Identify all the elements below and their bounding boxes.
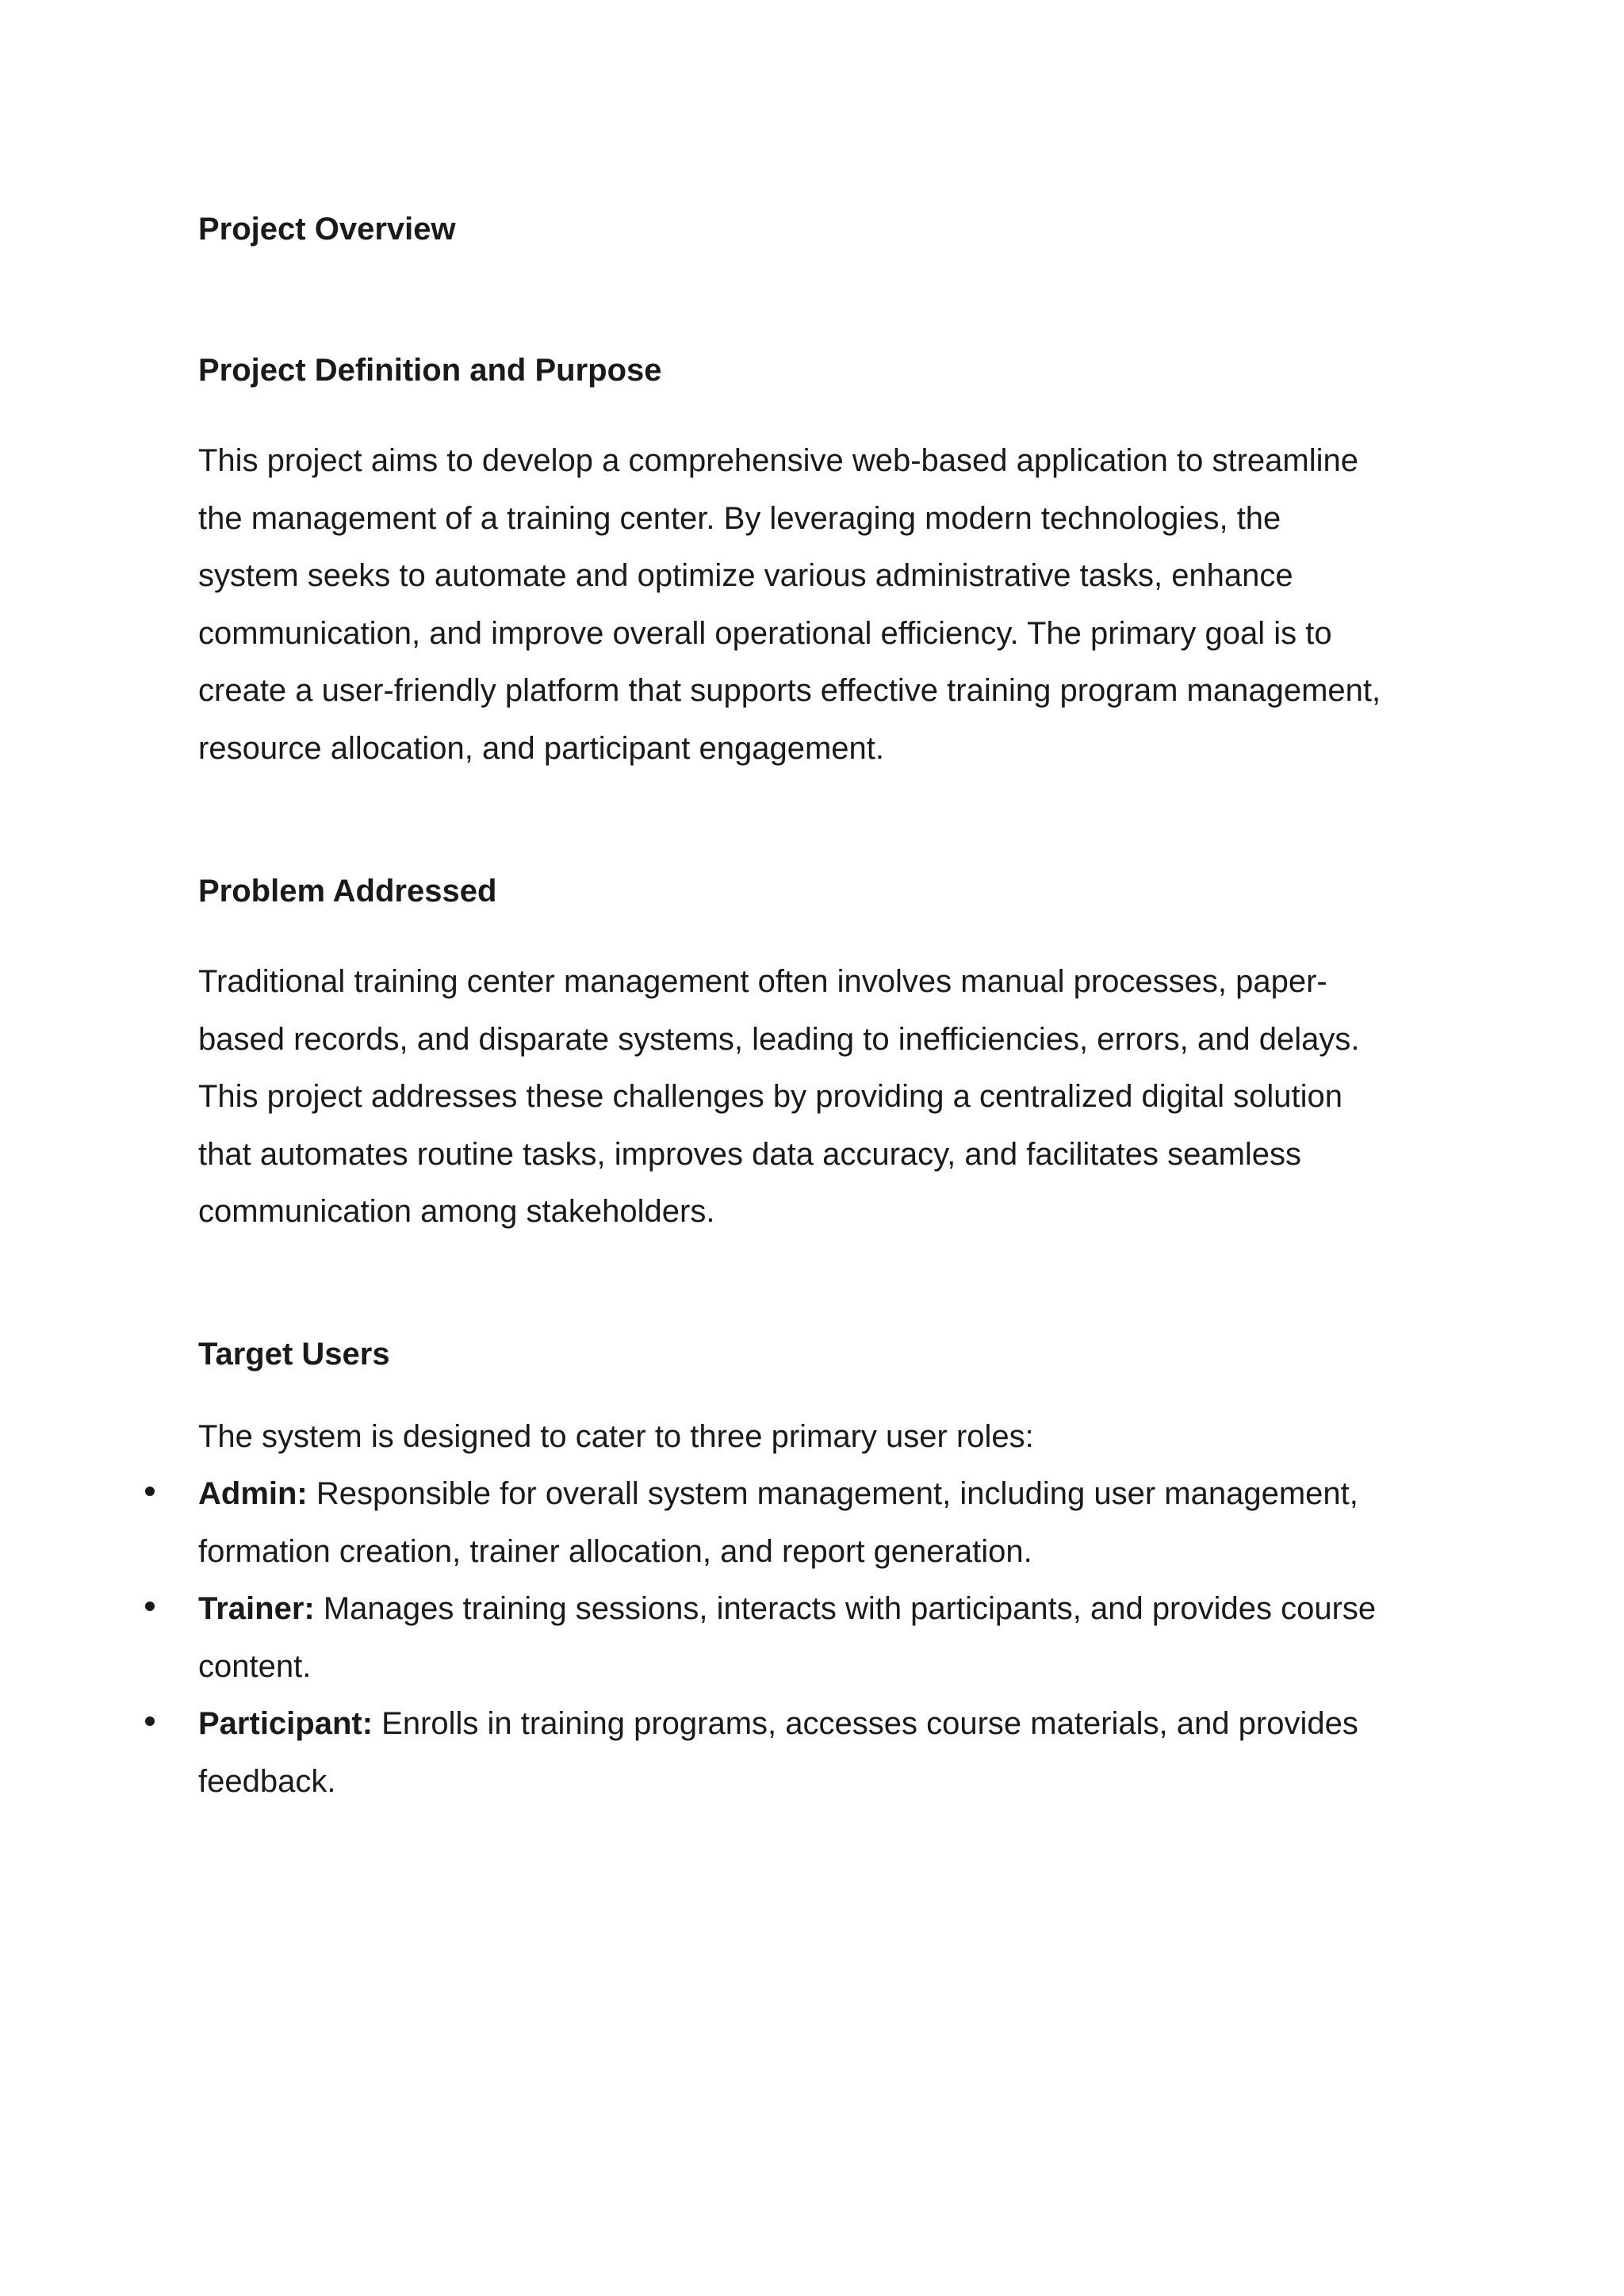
document-title: Project Overview [198,212,456,247]
section-heading-problem: Problem Addressed [198,874,497,909]
role-text [198,1580,1467,1695]
role-term: Trainer: [198,1591,315,1627]
role-term: Admin: [198,1476,308,1511]
user-roles-list [0,1465,1467,1811]
role-text [198,1695,1467,1810]
section-body-definition: This project aims to develop a comprehensive web-based application to streamline the management of a training center. By leveraging modern technologies, the system seeks to automate and optimize various administrative tasks, enhance communication, and improve overall operational efficiency. The primary goal is to create a user-friendly platform that supports effective training program management, resource allocation, and participant engagement. [198,443,1381,766]
list-item-participant [0,1695,1467,1810]
role-description: Manages training sessions, interacts with participants, and provides course content. [198,1591,1377,1684]
role-description: Enrolls in training programs, accesses course materials, and provides feedback. [198,1706,1358,1799]
role-text [198,1465,1467,1580]
section-heading-definition: Project Definition and Purpose [198,353,662,388]
target-users-intro: The system is designed to cater to three primary user roles: [198,1419,1034,1454]
bullet-icon [145,1601,155,1611]
section-body-problem: Traditional training center management often involves manual processes, paper- based records, and disparate systems, leading to inefficiencies, errors, and delays. This project addresses these challenges by providing a centralized digital solution that automates routine tasks, improves data accuracy, and facilitates seamless communication among stakeholders. [198,964,1360,1230]
role-term: Participant: [198,1706,373,1742]
section-heading-target-users: Target Users [198,1337,390,1372]
bullet-icon [145,1487,155,1496]
list-item-admin [0,1465,1467,1580]
role-description: Responsible for overall system management, including user management, formation creation, trainer allocation, and report generation. [198,1476,1358,1569]
list-item-trainer [0,1580,1467,1695]
bullet-icon [145,1716,155,1726]
